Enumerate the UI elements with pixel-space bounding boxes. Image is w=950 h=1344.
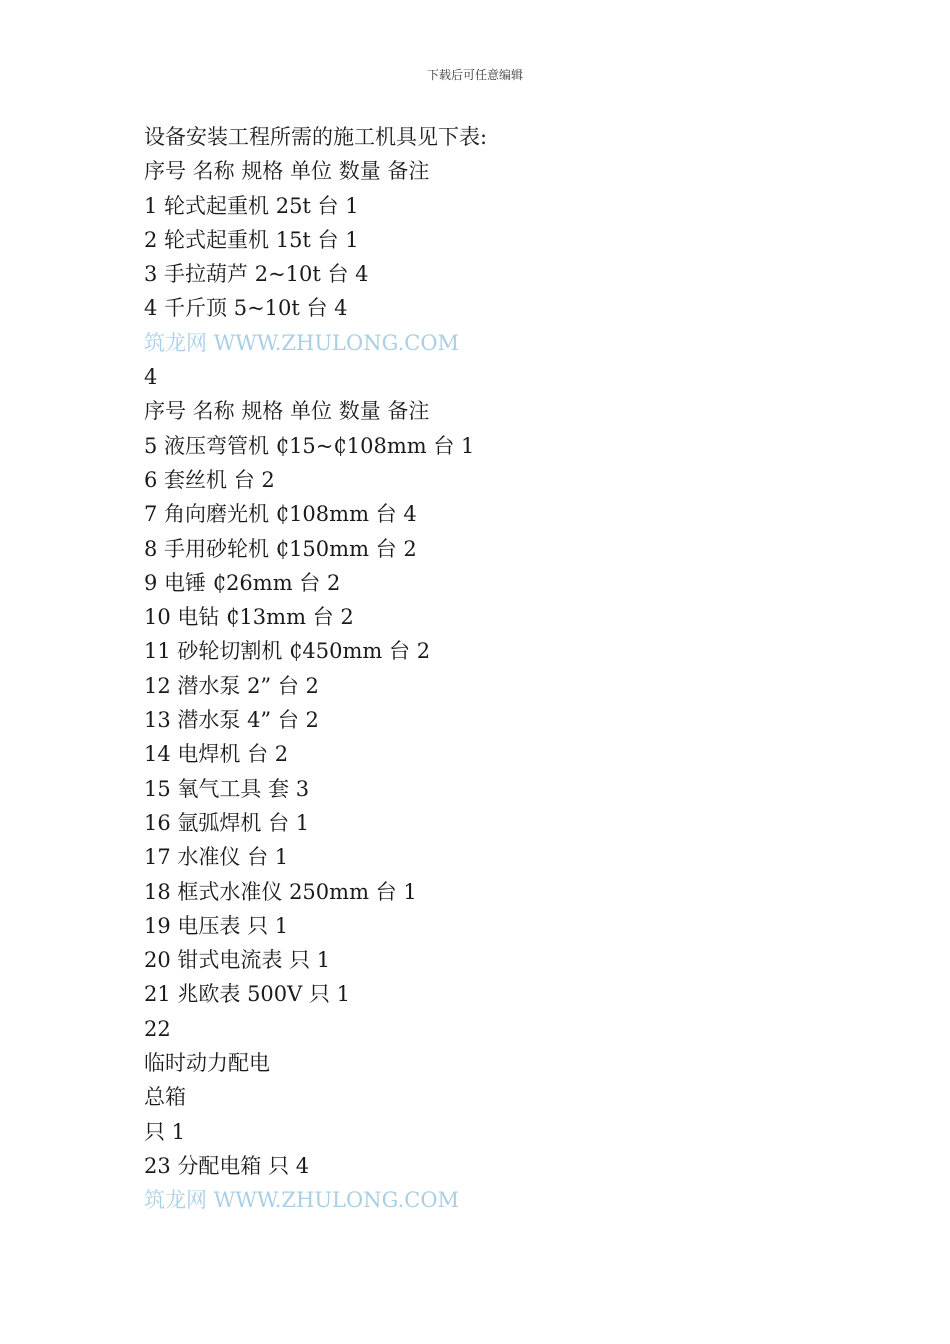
page-header: 下载后可任意编辑	[426, 68, 523, 82]
document-body	[144, 120, 904, 1218]
table-row-continuation: 总箱	[144, 1085, 186, 1110]
table-row: 8 手用砂轮机 ₵150mm 台 2	[144, 536, 417, 561]
table-row: 2 轮式起重机 15t 台 1	[144, 227, 359, 252]
table-row: 19 电压表 只 1	[144, 913, 289, 938]
intro-line: 设备安装工程所需的施工机具见下表:	[144, 125, 488, 149]
table-row: 16 氩弧焊机 台 1	[144, 810, 310, 835]
watermark-line: 筑龙网 WWW.ZHULONG.COM	[144, 1188, 460, 1213]
table-row: 20 钳式电流表 只 1	[144, 948, 331, 973]
table-header-row: 序号 名称 规格 单位 数量 备注	[144, 159, 430, 184]
table-row: 17 水准仪 台 1	[144, 845, 289, 870]
page-number-line: 4	[144, 365, 158, 390]
table-row-continuation: 只 1	[144, 1119, 186, 1144]
table-row: 22	[144, 1016, 171, 1041]
table-row: 7 角向磨光机 ₵108mm 台 4	[144, 502, 417, 527]
table-row: 4 千斤顶 5~10t 台 4	[144, 296, 348, 321]
table-row: 5 液压弯管机 ₵15~₵108mm 台 1	[144, 433, 475, 458]
table-row: 18 框式水准仪 250mm 台 1	[144, 879, 417, 904]
table-row: 9 电锤 ₵26mm 台 2	[144, 570, 341, 595]
table-header-row: 序号 名称 规格 单位 数量 备注	[144, 399, 430, 424]
table-row: 3 手拉葫芦 2~10t 台 4	[144, 262, 369, 287]
table-row: 6 套丝机 台 2	[144, 467, 275, 492]
table-row: 12 潜水泵 2” 台 2	[144, 673, 319, 698]
watermark-line: 筑龙网 WWW.ZHULONG.COM	[144, 330, 460, 355]
table-row: 13 潜水泵 4” 台 2	[144, 708, 319, 733]
table-row: 23 分配电箱 只 4	[144, 1153, 310, 1178]
table-row: 14 电焊机 台 2	[144, 742, 289, 767]
table-row: 21 兆欧表 500V 只 1	[144, 982, 351, 1007]
table-row: 11 砂轮切割机 ₵450mm 台 2	[144, 639, 431, 664]
table-row: 1 轮式起重机 25t 台 1	[144, 193, 359, 218]
table-row: 10 电钻 ₵13mm 台 2	[144, 605, 354, 630]
table-row-continuation: 临时动力配电	[144, 1051, 270, 1076]
table-row: 15 氧气工具 套 3	[144, 776, 310, 801]
